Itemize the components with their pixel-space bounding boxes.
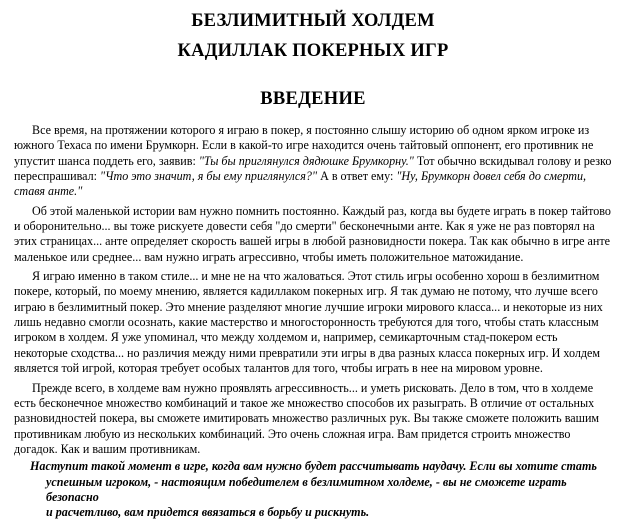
paragraph-1-text-2: Тот обычно вскидывал голову и резко переспрашивал: <box>14 153 612 184</box>
paragraph-1 <box>14 123 612 200</box>
emphasized-paragraph <box>14 459 612 520</box>
emphasized-line-3: и расчетливо, вам придется ввязаться в борьбу и рискнуть. <box>46 505 370 520</box>
document-body <box>14 123 612 521</box>
book-subtitle: КАДИЛЛАК ПОКЕРНЫХ ИГР <box>177 41 449 61</box>
section-heading: ВВЕДЕНИЕ <box>260 89 366 109</box>
paragraph-1-text-1: Все время, на протяжении которого я играю в покер, я постоянно слышу историю об одном ярком игроке из южного Техаса по имени Брумкорн. Если в какой-то игре находится очень тайтовый оппонент, его противник не упустит шанса поддеть его, заявив: <box>14 123 594 168</box>
paragraph-1-quote-1: "Ты бы приглянулся дядюшке Брумкорну." <box>198 153 414 168</box>
emphasized-line-1: Наступит такой момент в игре, когда вам нужно будет рассчитывать наудачу. Если вы хотите стать <box>30 459 597 474</box>
paragraph-1-quote-2: "Что это значит, я бы ему приглянулся?" <box>100 169 318 184</box>
paragraph-3: Я играю именно в таком стиле... и мне не на что жаловаться. Этот стиль игры особенно хорош в безлимитном покере, который, по моему мнению, является кадиллаком покерных игр. Я так думаю не потому, что лучше всего играю в безлимитный покер. Это мнение разделяют многие лучшие игроки мирового класса... и некоторые из них лишь недавно смогли осознать, какие мастерство и многосторонность требуются для того, чтобы стать классным игроком в холдем. Я уже упоминал, что между холдемом и, например, семикарточным стад-покером есть некоторые сходства... но различия между ними превратили эти игры в два разных класса покерных игр. И холдем является той игрой, которая требует особых талантов для того, чтобы играть в нее на мировом уровне. <box>14 269 603 376</box>
paragraph-1-quote-3: "Ну, Брумкорн довел себя до смерти, ставя анте." <box>14 169 587 199</box>
paragraph-1-text-3: А в ответ ему: <box>317 169 397 184</box>
emphasized-line-2: успешным игроком, - настоящим победителем в безлимитном холдеме, - вы не сможете играть безопасно <box>46 474 567 504</box>
paragraph-2: Об этой маленькой истории вам нужно помнить постоянно. Каждый раз, когда вы будете играть в покер тайтово и оборонительно... вы тоже рискуете довести себя "до смерти" бесконечными анте. Как я уже не раз повторял на этих страницах... анте определяет скорость вашей игры в любой разновидности покера. Так как обычно в игре анте маленькое или среднее... вам нужно играть агрессивно, чтобы иметь положительное матожидание. <box>14 203 611 264</box>
book-title: БЕЗЛИМИТНЫЙ ХОЛДЕМ <box>191 11 435 31</box>
paragraph-4: Прежде всего, в холдеме вам нужно проявлять агрессивность... и уметь рисковать. Дело в том, что в холдеме есть бесконечное множество комбинаций и такое же множество способов их разыграть. В отличие от остальных разновидностей покера, вы сможете имитировать множество различных рук. Вы также сможете положить вашим противникам любую из нескольких комбинаций. Это очень сложная игра. Вам придется строить множество догадок. Как и вашим противникам. <box>14 380 600 456</box>
